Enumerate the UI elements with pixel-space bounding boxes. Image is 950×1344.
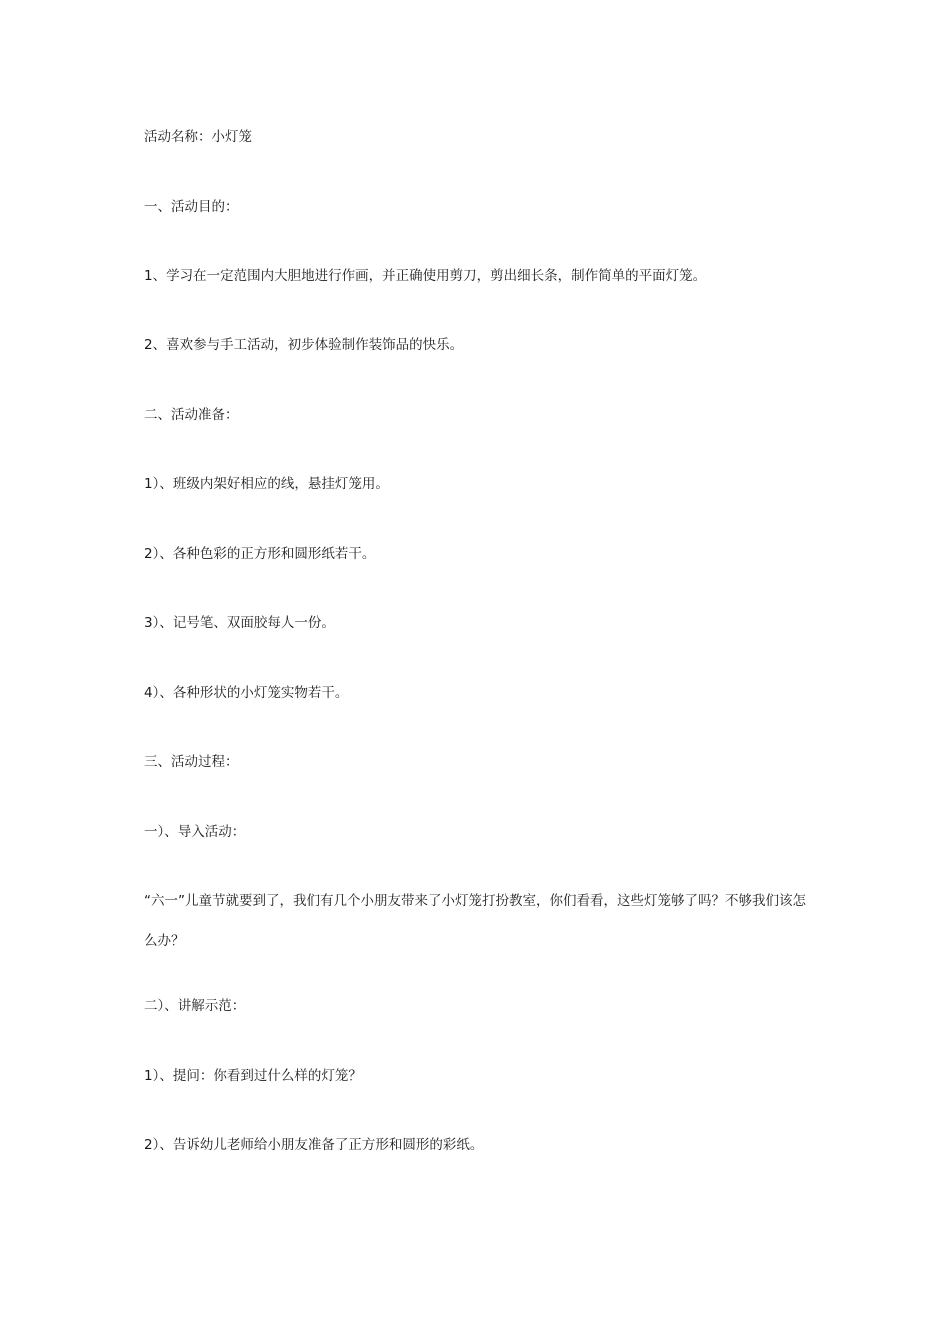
subsection-heading-demo: 二）、讲解示范： bbox=[144, 998, 246, 1014]
intro-paragraph: “六一”儿童节就要到了，我们有几个小朋友带来了小灯笼打扮教室，你们看看，这些灯笼够了吗？不够我们该怎么办？ bbox=[144, 893, 806, 949]
activity-title: 活动名称：小灯笼 bbox=[144, 129, 252, 145]
demo-item-2: 2）、告诉幼儿老师给小朋友准备了正方形和圆形的彩纸。 bbox=[144, 1137, 484, 1153]
goal-item-2: 2、喜欢参与手工活动，初步体验制作装饰品的快乐。 bbox=[144, 337, 464, 353]
section-heading-goals: 一、活动目的： bbox=[144, 199, 239, 215]
demo-item-1: 1）、提问：你看到过什么样的灯笼？ bbox=[144, 1068, 362, 1084]
prep-item-3: 3）、记号笔、双面胶每人一份。 bbox=[144, 615, 335, 631]
goal-item-1: 1、学习在一定范围内大胆地进行作画，并正确使用剪刀，剪出细长条，制作简单的平面灯笼。 bbox=[144, 268, 707, 284]
section-heading-process: 三、活动过程： bbox=[144, 754, 239, 770]
prep-item-1: 1）、班级内架好相应的线，悬挂灯笼用。 bbox=[144, 476, 389, 492]
section-heading-preparation: 二、活动准备： bbox=[144, 407, 239, 423]
prep-item-2: 2）、各种色彩的正方形和圆形纸若干。 bbox=[144, 546, 376, 562]
prep-item-4: 4）、各种形状的小灯笼实物若干。 bbox=[144, 685, 349, 701]
subsection-heading-intro: 一）、导入活动： bbox=[144, 824, 246, 840]
